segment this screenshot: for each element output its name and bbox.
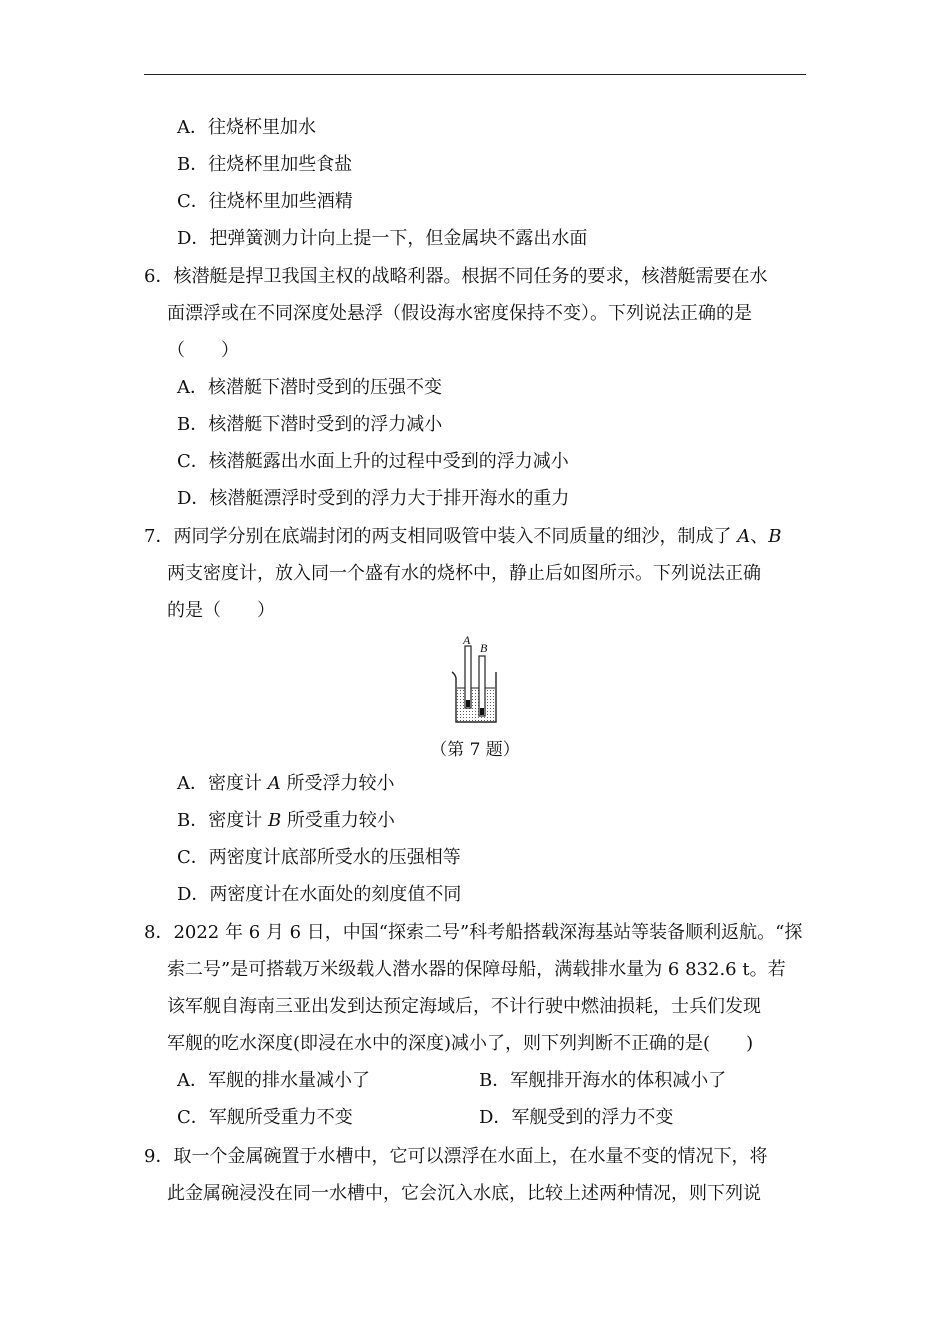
q7-option-b (177, 809, 395, 833)
q8-option-a: A．军舰的排水量减小了 (177, 1070, 370, 1091)
q6-option-a: A．核潜艇下潜时受到的压强不变 (177, 377, 442, 398)
q5-option-d: D．把弹簧测力计向上提一下，但金属块不露出水面 (177, 228, 588, 249)
q8-option-b: B．军舰排开海水的体积减小了 (479, 1070, 727, 1091)
q5-option-c: C．往烧杯里加些酒精 (177, 191, 353, 212)
hydrometer-a-tube (465, 646, 471, 708)
hydrometer-a-sand (466, 700, 470, 707)
q6-stem-line-2: 面漂浮或在不同深度处悬浮（假设海水密度保持不变）。下列说法正确的是 (167, 303, 752, 324)
water-region (457, 688, 495, 722)
hydrometer-b-sand (480, 708, 484, 715)
q5-option-a: A．往烧杯里加水 (177, 117, 316, 138)
q7-var-b: B (768, 526, 782, 547)
hydrometer-b-tube (479, 656, 485, 716)
q7-option-a (177, 772, 394, 796)
q7-option-d: D．两密度计在水面处的刻度值不同 (177, 884, 462, 905)
hydrometer-beaker-figure (447, 632, 503, 728)
q9-stem-line-1: 9．取一个金属碗置于水槽中，它可以漂浮在水面上，在水量不变的情况下，将 (144, 1146, 768, 1167)
q7-separator: 、 (750, 526, 769, 547)
q7-stem-text: 7．两同学分别在底端封闭的两支相同吸管中装入不同质量的细沙，制成了 (144, 526, 732, 547)
header-rule (144, 74, 806, 75)
q7-option-a-var: A (267, 773, 281, 794)
q6-option-c: C．核潜艇露出水面上升的过程中受到的浮力减小 (177, 451, 569, 472)
q7-option-b-post: 所受重力较小 (281, 810, 395, 831)
q7-stem-line-1 (144, 525, 781, 549)
q5-option-b: B．往烧杯里加些食盐 (177, 154, 353, 175)
q7-stem-line-3: 的是（ ） (167, 600, 275, 621)
q8-stem-line-1: 8．2022 年 6 月 6 日，中国“探索二号”科考船搭载深海基站等装备顺利返航。“探 (144, 922, 803, 943)
q8-option-d: D．军舰受到的浮力不变 (479, 1107, 674, 1128)
q8-stem-line-4: 军舰的吃水深度(即浸在水中的深度)减小了，则下列判断不正确的是( ) (167, 1033, 754, 1054)
q6-stem-line-3: （ ） (167, 340, 239, 361)
q7-option-a-post: 所受浮力较小 (280, 773, 395, 794)
q6-option-d: D．核潜艇漂浮时受到的浮力大于排开海水的重力 (177, 488, 570, 509)
q8-stem-line-2: 索二号”是可搭载万米级载人潜水器的保障母船，满载排水量为 6 832.6 t。若 (167, 959, 786, 980)
q8-option-c: C．军舰所受重力不变 (177, 1107, 353, 1128)
q6-stem-line-1: 6．核潜艇是捍卫我国主权的战略利器。根据不同任务的要求，核潜艇需要在水 (144, 266, 768, 287)
figure-caption: （第 7 题） (430, 740, 520, 760)
q7-var-a: A (737, 526, 751, 547)
q7-option-b-pre: B．密度计 (177, 810, 268, 831)
q9-stem-line-2: 此金属碗浸没在同一水槽中，它会沉入水底，比较上述两种情况，则下列说 (167, 1183, 761, 1204)
q6-option-b: B．核潜艇下潜时受到的浮力减小 (177, 414, 443, 435)
q8-stem-line-3: 该军舰自海南三亚出发到达预定海域后，不计行驶中燃油损耗，士兵们发现 (167, 996, 761, 1017)
figure-label-a: A (463, 633, 471, 647)
q7-option-c: C．两密度计底部所受水的压强相等 (177, 847, 461, 868)
figure-label-b: B (480, 641, 488, 655)
q7-option-b-var: B (267, 810, 282, 831)
q7-stem-line-2: 两支密度计，放入同一个盛有水的烧杯中，静止后如图所示。下列说法正确 (167, 563, 761, 584)
q7-option-a-pre: A．密度计 (177, 773, 268, 794)
